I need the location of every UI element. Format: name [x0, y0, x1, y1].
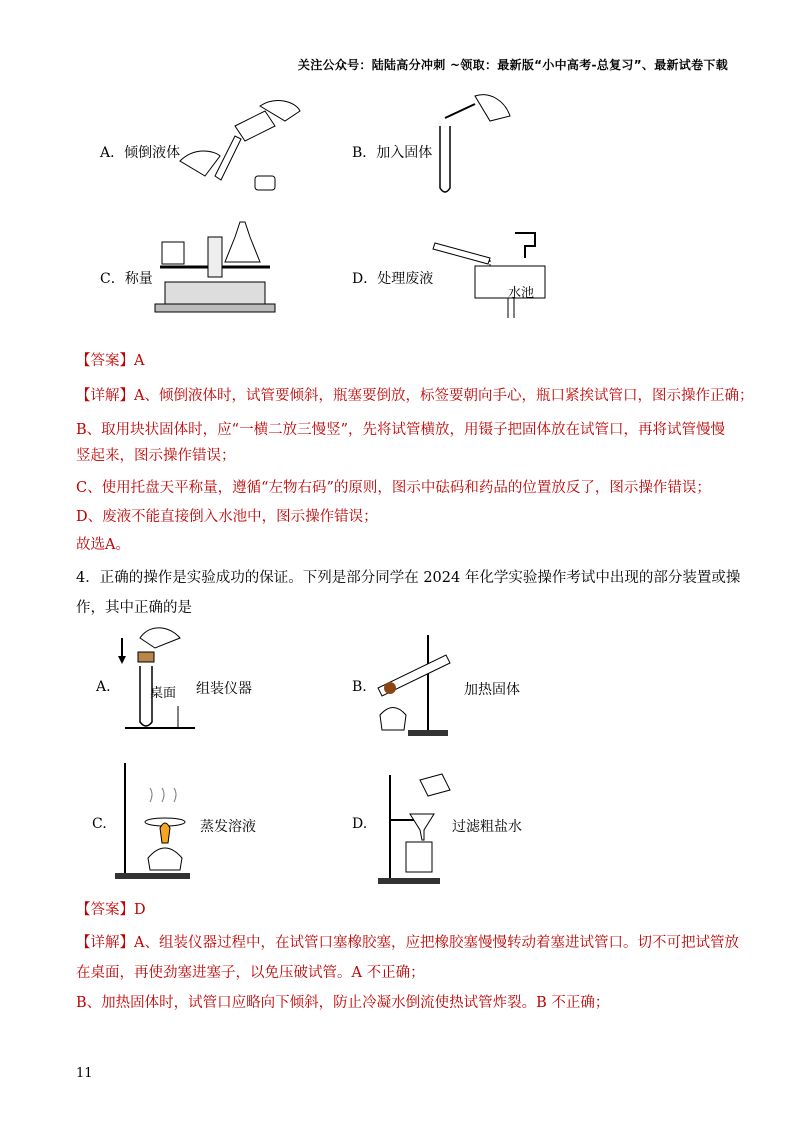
q4-option-c-letter: C.: [92, 816, 107, 832]
table-surface-label: 桌面: [150, 686, 177, 701]
pouring-liquid-figure: [175, 96, 305, 206]
option-b-label: B．加入固体: [352, 145, 433, 161]
q4-option-d-letter: D.: [352, 816, 368, 832]
option-c-label: C．称量: [100, 271, 153, 287]
q4-option-c-label: 蒸发溶液: [200, 819, 256, 835]
q4-option-b-letter: B.: [352, 679, 367, 695]
page-number: 11: [76, 1066, 93, 1081]
q3-explanation-line-4: C、使用托盘天平称量，遵循“左物右码”的原则，图示中砝码和药品的位置放反了，图示操作错误；: [76, 480, 711, 496]
option-a-label: A．倾倒液体: [100, 145, 181, 161]
q4-option-d-label: 过滤粗盐水: [452, 819, 522, 835]
q4-option-a-letter: A.: [96, 679, 111, 695]
q4-explanation-line-3: B、加热固体时，试管口应略向下倾斜，防止冷凝水倒流使热试管炸裂。B 不正确；: [76, 995, 610, 1011]
adding-solid-figure: [430, 96, 520, 196]
q4-explanation-line-1: 【详解】A、组装仪器过程中，在试管口塞橡胶塞，应把橡胶塞慢慢转动着塞进试管口。切不可把试管放: [76, 935, 739, 951]
q4-option-b-label: 加热固体: [464, 682, 520, 698]
q4-stem-line-1: 4．正确的操作是实验成功的保证。下列是部分同学在 2024 年化学实验操作考试中出现的部分装置或操: [76, 570, 741, 586]
heating-solid-figure: [368, 630, 458, 740]
waste-liquid-figure: [430, 228, 550, 320]
q3-explanation-line-1: 【详解】A、倾倒液体时，试管要倾斜，瓶塞要倒放，标签要朝向手心，瓶口紧挨试管口，图示操作正确；: [76, 388, 754, 404]
q3-explanation-line-6: 故选A。: [76, 537, 130, 553]
q4-explanation-line-2: 在桌面，再使劲塞进塞子，以免压破试管。A 不正确；: [76, 965, 425, 981]
evaporating-solution-figure: [110, 758, 200, 884]
q4-answer: 【答案】D: [76, 902, 146, 918]
page-header: 关注公众号：陆陆高分冲刺 ~领取：最新版“小中高考-总复习”、最新试卷下载: [297, 58, 728, 72]
filtering-brine-figure: [370, 770, 460, 886]
q3-answer: 【答案】A: [76, 353, 145, 369]
weighing-balance-figure: [150, 212, 280, 322]
q3-explanation-line-5: D、废液不能直接倒入水池中，图示操作错误；: [76, 509, 378, 525]
q4-stem-line-2: 作，其中正确的是: [76, 600, 192, 616]
sink-label: 水池: [508, 286, 535, 301]
q3-explanation-line-2: B、取用块状固体时，应“一横二放三慢竖”，先将试管横放，用镊子把固体放在试管口，再将试管慢慢: [76, 422, 725, 438]
option-d-label: D．处理废液: [352, 271, 434, 287]
assembling-apparatus-figure: [110, 618, 200, 734]
q4-option-a-label: 组装仪器: [196, 681, 252, 697]
q3-explanation-line-3: 竖起来，图示操作错误；: [76, 448, 236, 464]
